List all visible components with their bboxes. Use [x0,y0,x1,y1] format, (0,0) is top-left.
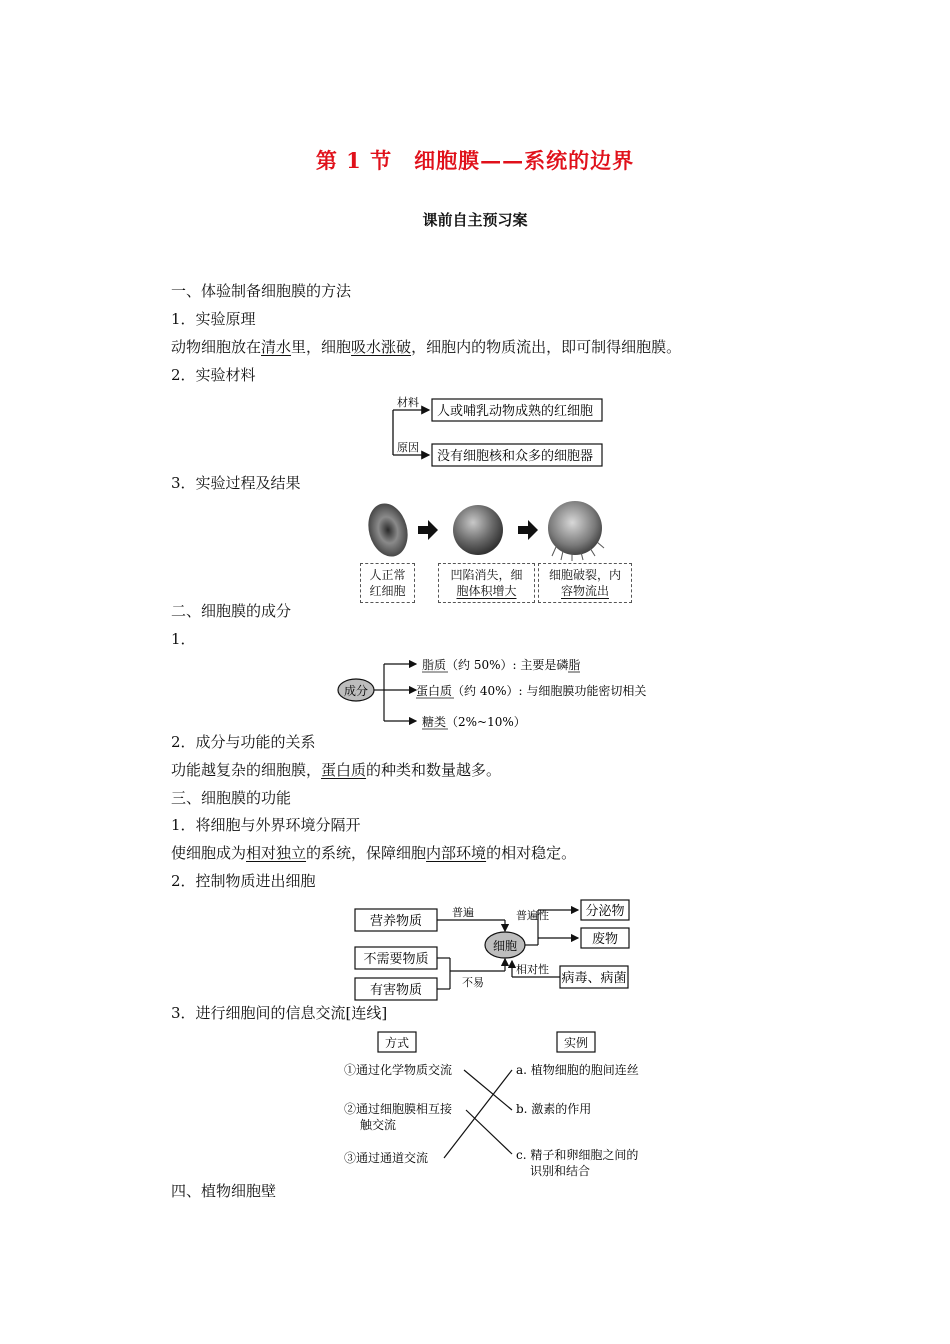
s1-item2-heading: 2．实验材料 [171,366,256,384]
page-subtitle: 课前自主预习案 [422,211,528,229]
harmful-box: 有害物质 [369,983,423,998]
example-a: a. 植物细胞的胞间连丝 [516,1063,639,1077]
section-2-heading: 二、细胞膜的成分 [171,602,292,620]
svg-text:相对性: 相对性 [516,963,549,976]
reason-label: 原因 [397,441,419,454]
nutrient-box: 营养物质 [369,914,423,929]
arrow-right-icon [518,520,538,540]
example-c: c. 精子和卵细胞之间的 [516,1148,639,1162]
section-1-heading: 一、体验制备细胞膜的方法 [171,282,352,300]
s3-item1-text: 使细胞成为相对独立的系统，保障细胞内部环境的相对稳定。 [171,844,577,862]
method-1: ①通过化学物质交流 [344,1063,453,1077]
method-2: ②通过细胞膜相互接 [344,1102,453,1116]
step-3-box: 细胞破裂，内 容物流出 [538,563,632,603]
reason-box-text: 没有细胞核和众多的细胞器 [437,449,594,464]
example-b: b. 激素的作用 [516,1102,592,1116]
blank-answer: 清水 [261,338,292,356]
s1-item1-heading: 1．实验原理 [171,310,256,328]
s1-item3-heading: 3．实验过程及结果 [171,474,301,492]
waste-box: 废物 [591,932,619,947]
red-blood-cell-icon [363,500,414,561]
step-1-box: 人正常红细胞 [360,563,415,603]
method-3: ③通过通道交流 [344,1151,429,1165]
svg-text:触交流: 触交流 [360,1118,397,1132]
material-diagram [385,393,610,468]
s2-item2-text: 功能越复杂的细胞膜，蛋白质的种类和数量越多。 [171,761,502,779]
section-3-heading: 三、细胞膜的功能 [171,789,292,807]
svg-text:成分: 成分 [343,684,369,698]
arrow-right-icon [418,520,438,540]
match-line [466,1110,512,1154]
svg-text:不易: 不易 [462,976,484,989]
matching-diagram [340,1030,640,1180]
page-title: 第 1 节 细胞膜——系统的边界 [315,148,635,173]
s3-item1-heading: 1．将细胞与外界环境分隔开 [171,816,361,834]
match-line [464,1070,512,1110]
s3-item3-heading: 3．进行细胞间的信息交流[连线] [171,1004,388,1022]
composition-diagram [336,652,656,730]
svg-text:识别和结合: 识别和结合 [530,1164,591,1178]
material-box-text: 人或哺乳动物成熟的红细胞 [437,404,594,419]
burst-cell-icon [548,501,602,555]
transport-diagram [350,895,635,1003]
blank-answer: 吸水涨破 [351,338,412,356]
svg-text:细胞: 细胞 [492,939,518,953]
lipid-branch: 脂质（约 50%）: 主要是磷脂 [422,658,581,672]
material-label: 材料 [397,396,419,409]
blank-answer: 内部环境 [426,844,487,862]
s3-item2-heading: 2．控制物质进出细胞 [171,872,316,890]
swollen-cell-icon [453,505,503,555]
protein-branch: 蛋白质（约 40%）: 与细胞膜功能密切相关 [416,684,647,698]
pathogen-box: 病毒、病菌 [561,971,627,986]
cell-process-images [360,500,625,562]
svg-text:普遍: 普遍 [452,906,474,919]
s2-item1-heading: 1． [171,630,196,648]
example-header: 实例 [563,1036,589,1050]
blank-answer: 蛋白质 [321,761,367,779]
step-2-box: 凹陷消失，细 胞体积增大 [438,563,535,603]
blank-answer: 相对独立 [246,844,307,862]
secretion-box: 分泌物 [585,904,625,919]
method-header: 方式 [384,1036,410,1050]
section-4-heading: 四、植物细胞壁 [171,1182,277,1200]
s1-item1-text: 动物细胞放在清水里，细胞吸水涨破，细胞内的物质流出，即可制得细胞膜。 [171,338,682,356]
unneeded-box: 不需要物质 [363,952,429,967]
sugar-branch: 糖类（2%~10%） [422,715,526,729]
svg-text:普遍性: 普遍性 [516,909,549,922]
s2-item2-heading: 2．成分与功能的关系 [171,733,316,751]
